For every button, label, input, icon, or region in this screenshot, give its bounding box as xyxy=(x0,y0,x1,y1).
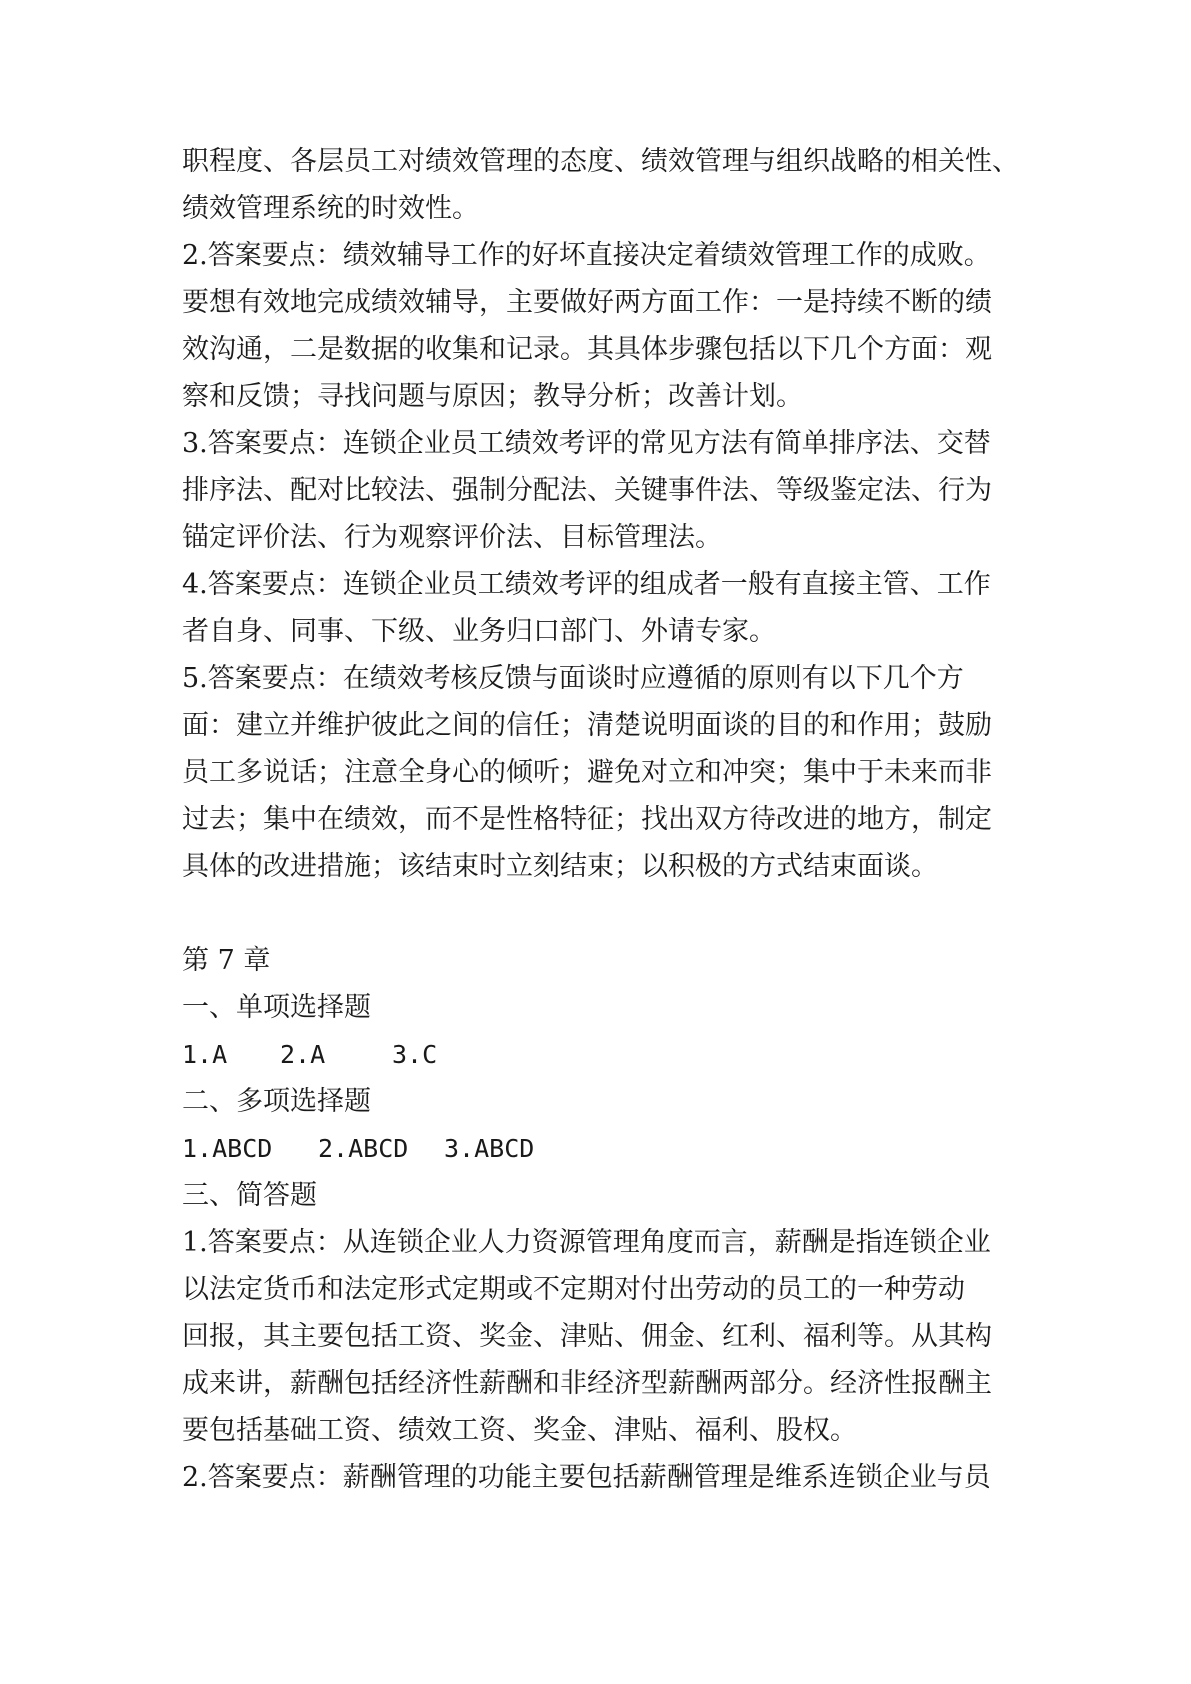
answer-item: 2.A xyxy=(280,1040,326,1069)
paragraph-line: 察和反馈；寻找问题与原因；教导分析；改善计划。 xyxy=(182,381,803,412)
paragraph-line: 排序法、配对比较法、强制分配法、关键事件法、等级鉴定法、行为 xyxy=(182,475,992,506)
answer-2-line: 2.答案要点：绩效辅导工作的好坏直接决定着绩效管理工作的成败。 xyxy=(182,240,991,271)
answer-item: 3.ABCD xyxy=(444,1134,535,1163)
answer-item: 1.A xyxy=(182,1040,228,1069)
paragraph-line: 以法定货币和法定形式定期或不定期对付出劳动的员工的一种劳动 xyxy=(182,1274,965,1305)
paragraph-line: 要包括基础工资、绩效工资、奖金、津贴、福利、股权。 xyxy=(182,1415,857,1446)
multiple-choice-answers xyxy=(182,1125,1022,1172)
chapter-heading: 第 7 章 xyxy=(182,945,271,976)
paragraph-line: 绩效管理系统的时效性。 xyxy=(182,193,479,224)
section-title-single-choice: 一、单项选择题 xyxy=(182,992,371,1023)
paragraph-line: 回报，其主要包括工资、奖金、津贴、佣金、红利、福利等。从其构 xyxy=(182,1321,992,1352)
paragraph-line: 过去；集中在绩效，而不是性格特征；找出双方待改进的地方，制定 xyxy=(182,804,992,835)
section-title-short-answer: 三、简答题 xyxy=(182,1180,317,1211)
paragraph-line: 要想有效地完成绩效辅导，主要做好两方面工作：一是持续不断的绩 xyxy=(182,287,992,318)
paragraph-line: 具体的改进措施；该结束时立刻结束；以积极的方式结束面谈。 xyxy=(182,851,938,882)
section-title-multiple-choice: 二、多项选择题 xyxy=(182,1086,371,1117)
answer-item: 3.C xyxy=(392,1040,438,1069)
paragraph-line: 面：建立并维护彼此之间的信任；清楚说明面谈的目的和作用；鼓励 xyxy=(182,710,992,741)
blank-line xyxy=(182,890,1022,937)
document-body xyxy=(182,138,1022,1501)
answer-item: 2.ABCD xyxy=(318,1134,409,1163)
paragraph-line: 锚定评价法、行为观察评价法、目标管理法。 xyxy=(182,522,722,553)
short-answer-2-line: 2.答案要点：薪酬管理的功能主要包括薪酬管理是维系连锁企业与员 xyxy=(182,1462,991,1493)
answer-item: 1.ABCD xyxy=(182,1134,273,1163)
single-choice-answers xyxy=(182,1031,1022,1078)
short-answer-1-line: 1.答案要点：从连锁企业人力资源管理角度而言，薪酬是指连锁企业 xyxy=(182,1227,991,1258)
paragraph-line: 成来讲，薪酬包括经济性薪酬和非经济型薪酬两部分。经济性报酬主 xyxy=(182,1368,992,1399)
paragraph-line: 员工多说话；注意全身心的倾听；避免对立和冲突；集中于未来而非 xyxy=(182,757,992,788)
paragraph-line: 职程度、各层员工对绩效管理的态度、绩效管理与组织战略的相关性、 xyxy=(182,146,1019,177)
paragraph-line: 者自身、同事、下级、业务归口部门、外请专家。 xyxy=(182,616,776,647)
answer-3-line: 3.答案要点：连锁企业员工绩效考评的常见方法有简单排序法、交替 xyxy=(182,428,991,459)
answer-5-line: 5.答案要点：在绩效考核反馈与面谈时应遵循的原则有以下几个方 xyxy=(182,663,964,694)
answer-4-line: 4.答案要点：连锁企业员工绩效考评的组成者一般有直接主管、工作 xyxy=(182,569,991,600)
paragraph-line: 效沟通，二是数据的收集和记录。其具体步骤包括以下几个方面：观 xyxy=(182,334,992,365)
